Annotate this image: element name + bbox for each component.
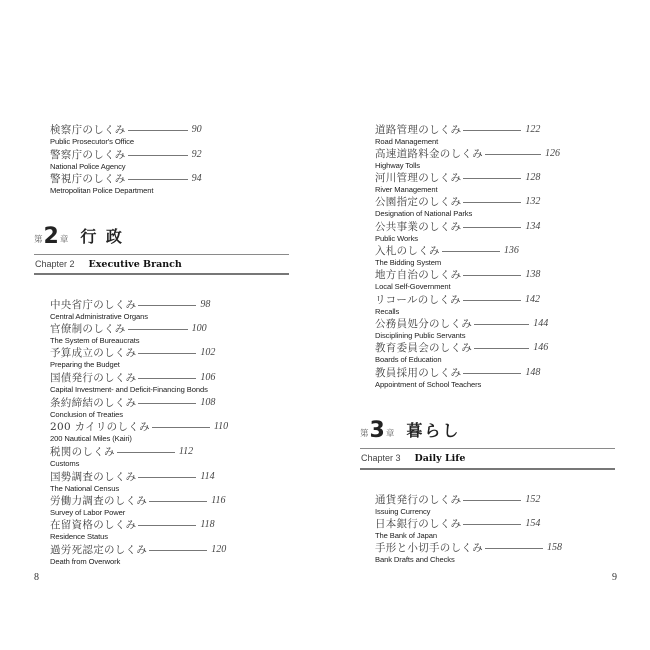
- entry-title-jp: 道路管理のしくみ: [375, 123, 462, 136]
- dot-leader: [485, 548, 543, 549]
- entry-title-jp: 河川管理のしくみ: [375, 171, 462, 184]
- toc-entry[interactable]: [50, 122, 202, 146]
- entry-page-number: 118: [200, 518, 215, 530]
- toc-entry[interactable]: [375, 146, 560, 170]
- entry-page-number: 106: [200, 371, 216, 383]
- toc-entry[interactable]: [375, 365, 540, 389]
- entry-page-number: 120: [211, 543, 227, 555]
- entry-page-number: 138: [525, 268, 541, 280]
- toc-entry[interactable]: [50, 542, 226, 566]
- toc-entry[interactable]: [375, 170, 540, 194]
- entry-page-number: 108: [200, 396, 216, 408]
- toc-entry[interactable]: [375, 492, 540, 516]
- dot-leader: [463, 500, 521, 501]
- chapter-heading: [360, 418, 460, 442]
- entry-title-en: Disciplining Public Servants: [375, 331, 466, 340]
- entry-title-en: Capital Investment- and Deficit-Financing Bonds: [50, 385, 208, 394]
- entry-title-jp: 通貨発行のしくみ: [375, 493, 462, 506]
- chapter-title-en: Daily Life: [414, 453, 466, 464]
- entry-title-jp: 手形と小切手のしくみ: [375, 541, 483, 554]
- entry-title-jp: 公共事業のしくみ: [375, 220, 462, 233]
- toc-entry[interactable]: [375, 219, 540, 243]
- entry-title-jp: 予算成立のしくみ: [50, 346, 137, 359]
- dot-leader: [138, 305, 196, 306]
- entry-title-jp: 高速道路料金のしくみ: [375, 147, 483, 160]
- entry-title-jp: 在留資格のしくみ: [50, 518, 137, 531]
- entry-title-en: The Bank of Japan: [375, 531, 438, 540]
- entry-page-number: 128: [525, 171, 541, 183]
- entry-title-jp: 地方自治のしくみ: [375, 268, 462, 281]
- dot-leader: [474, 348, 529, 349]
- toc-entry[interactable]: [50, 171, 202, 195]
- toc-entry[interactable]: [375, 316, 548, 340]
- entry-title-en: The National Census: [50, 484, 120, 493]
- dot-leader: [152, 427, 210, 428]
- dot-leader: [138, 353, 196, 354]
- dot-leader: [463, 178, 521, 179]
- entry-page-number: 136: [503, 244, 519, 256]
- dot-leader: [463, 524, 521, 525]
- entry-page-number: 116: [211, 494, 226, 506]
- entry-title-jp: 警視庁のしくみ: [50, 172, 126, 185]
- entry-page-number: 158: [547, 541, 562, 553]
- toc-entry[interactable]: [50, 345, 215, 369]
- chapter-suffix: 章: [385, 429, 395, 439]
- dot-leader: [149, 550, 207, 551]
- entry-title-en: Local Self-Government: [375, 282, 451, 291]
- entry-title-en: River Management: [375, 185, 438, 194]
- toc-entry[interactable]: [375, 540, 562, 564]
- entry-page-number: 144: [533, 317, 549, 329]
- chapter-number: 2: [43, 224, 59, 249]
- toc-entry[interactable]: [375, 122, 540, 146]
- entry-title-jp: 中央省庁のしくみ: [50, 298, 137, 311]
- entry-title-jp: 日本銀行のしくみ: [375, 517, 462, 530]
- chapter-heading: [34, 224, 124, 248]
- toc-entry[interactable]: [50, 321, 207, 345]
- chapter-title-jp: 暮らし: [406, 421, 461, 440]
- entry-title-en: The Bidding System: [375, 258, 442, 267]
- dot-leader: [485, 154, 541, 155]
- toc-entry[interactable]: [50, 297, 210, 321]
- dot-leader: [128, 179, 188, 180]
- toc-entry[interactable]: [50, 419, 228, 443]
- entry-title-en: Boards of Education: [375, 355, 442, 364]
- dot-leader: [128, 155, 188, 156]
- dot-leader: [149, 501, 207, 502]
- entry-title-en: Road Management: [375, 137, 439, 146]
- dot-leader: [117, 452, 175, 453]
- entry-title-en: Issuing Currency: [375, 507, 431, 516]
- entry-page-number: 142: [524, 293, 540, 305]
- chapter-prefix: 第: [360, 429, 369, 439]
- entry-title-jp: リコールのしくみ: [375, 293, 461, 306]
- entry-title-jp: 国債発行のしくみ: [50, 371, 137, 384]
- toc-entry[interactable]: [50, 147, 202, 171]
- entry-title-en: Recalls: [375, 307, 400, 316]
- entry-title-jp: 国勢調査のしくみ: [50, 470, 137, 483]
- entry-title-en: Public Prosecutor's Office: [50, 137, 134, 146]
- entry-page-number: 146: [533, 341, 549, 353]
- dot-leader: [138, 403, 196, 404]
- entry-title-en: Central Administrative Organs: [50, 312, 148, 321]
- chapter-number: 3: [369, 418, 385, 443]
- entry-title-jp: 公園指定のしくみ: [375, 195, 462, 208]
- entry-title-jp: 過労死認定のしくみ: [50, 543, 148, 556]
- entry-title-en: National Police Agency: [50, 162, 126, 171]
- dot-leader: [138, 525, 196, 526]
- dot-leader: [463, 202, 521, 203]
- toc-entry[interactable]: [375, 516, 540, 540]
- entry-title-en: 200 Nautical Miles (Kairi): [50, 434, 132, 443]
- toc-entry[interactable]: [50, 493, 225, 517]
- entry-page-number: 110: [213, 420, 229, 432]
- entry-title-jp: 入札のしくみ: [375, 244, 440, 257]
- dot-leader: [138, 378, 196, 379]
- dot-leader: [463, 130, 521, 131]
- entry-title-en: Public Works: [375, 234, 418, 243]
- entry-title-en: Death from Overwork: [50, 557, 121, 566]
- dot-leader: [128, 329, 188, 330]
- chapter-rule-bottom: [360, 468, 615, 470]
- chapter-label: Chapter 2: [35, 259, 75, 269]
- toc-entry[interactable]: [50, 444, 193, 468]
- entry-page-number: 126: [545, 147, 560, 159]
- entry-page-number: 154: [525, 517, 541, 529]
- entry-title-jp: 条約締結のしくみ: [50, 396, 137, 409]
- toc-entry[interactable]: [375, 194, 540, 218]
- toc-entry[interactable]: [375, 243, 519, 267]
- toc-entry[interactable]: [375, 267, 540, 291]
- entry-title-jp: 公務員処分のしくみ: [375, 317, 473, 330]
- dot-leader: [474, 324, 529, 325]
- page-number: 8: [34, 572, 39, 583]
- entry-title-en: Appointment of School Teachers: [375, 380, 482, 389]
- chapter-subheading: [361, 453, 465, 464]
- chapter-suffix: 章: [59, 235, 69, 245]
- dot-leader: [463, 300, 521, 301]
- entry-page-number: 98: [200, 298, 211, 310]
- entry-title-en: Customs: [50, 459, 80, 468]
- entry-title-jp: 官僚制のしくみ: [50, 322, 126, 335]
- dot-leader: [442, 251, 500, 252]
- dot-leader: [463, 275, 521, 276]
- toc-entry[interactable]: [375, 340, 548, 364]
- entry-page-number: 112: [178, 445, 194, 457]
- entry-title-en: Highway Tolls: [375, 161, 420, 170]
- toc-entry[interactable]: [50, 370, 215, 394]
- chapter-subheading: [35, 259, 182, 270]
- entry-title-jp: 労働力調査のしくみ: [50, 494, 148, 507]
- entry-page-number: 114: [200, 470, 215, 482]
- entry-title-jp: 検察庁のしくみ: [50, 123, 126, 136]
- chapter-title-en: Executive Branch: [88, 259, 182, 270]
- entry-page-number: 152: [525, 493, 541, 505]
- chapter-rule-bottom: [34, 273, 289, 275]
- entry-title-jp: 200 カイリのしくみ: [50, 420, 150, 433]
- chapter-title-jp: 行 政: [80, 227, 124, 246]
- entry-title-jp: 税関のしくみ: [50, 445, 115, 458]
- chapter-rule-top: [34, 254, 289, 255]
- entry-title-en: Residence Status: [50, 532, 108, 541]
- entry-page-number: 90: [191, 123, 202, 135]
- dot-leader: [463, 373, 521, 374]
- entry-title-en: Metropolitan Police Department: [50, 186, 154, 195]
- right-page: [325, 0, 650, 650]
- dot-leader: [463, 227, 521, 228]
- entry-page-number: 122: [525, 123, 541, 135]
- entry-title-en: Conclusion of Treaties: [50, 410, 123, 419]
- chapter-prefix: 第: [34, 235, 43, 245]
- entry-page-number: 100: [191, 322, 207, 334]
- entry-page-number: 92: [191, 148, 202, 160]
- entry-title-jp: 教育委員会のしくみ: [375, 341, 473, 354]
- toc-entry[interactable]: [50, 395, 215, 419]
- toc-entry[interactable]: [50, 469, 215, 493]
- dot-leader: [138, 477, 196, 478]
- entry-title-en: The System of Bureaucrats: [50, 336, 140, 345]
- entry-title-en: Bank Drafts and Checks: [375, 555, 455, 564]
- entry-page-number: 132: [525, 195, 541, 207]
- dot-leader: [128, 130, 188, 131]
- entry-page-number: 94: [191, 172, 202, 184]
- toc-entry[interactable]: [50, 517, 215, 541]
- entry-title-en: Preparing the Budget: [50, 360, 120, 369]
- entry-title-jp: 教員採用のしくみ: [375, 366, 462, 379]
- toc-entry[interactable]: [375, 292, 540, 316]
- entry-page-number: 148: [525, 366, 541, 378]
- chapter-label: Chapter 3: [361, 453, 401, 463]
- entry-page-number: 134: [525, 220, 541, 232]
- entry-page-number: 102: [200, 346, 216, 358]
- entry-title-en: Designation of National Parks: [375, 209, 473, 218]
- chapter-rule-top: [360, 448, 615, 449]
- page-number: 9: [612, 572, 617, 583]
- entry-title-jp: 警察庁のしくみ: [50, 148, 126, 161]
- entry-title-en: Survey of Labor Power: [50, 508, 126, 517]
